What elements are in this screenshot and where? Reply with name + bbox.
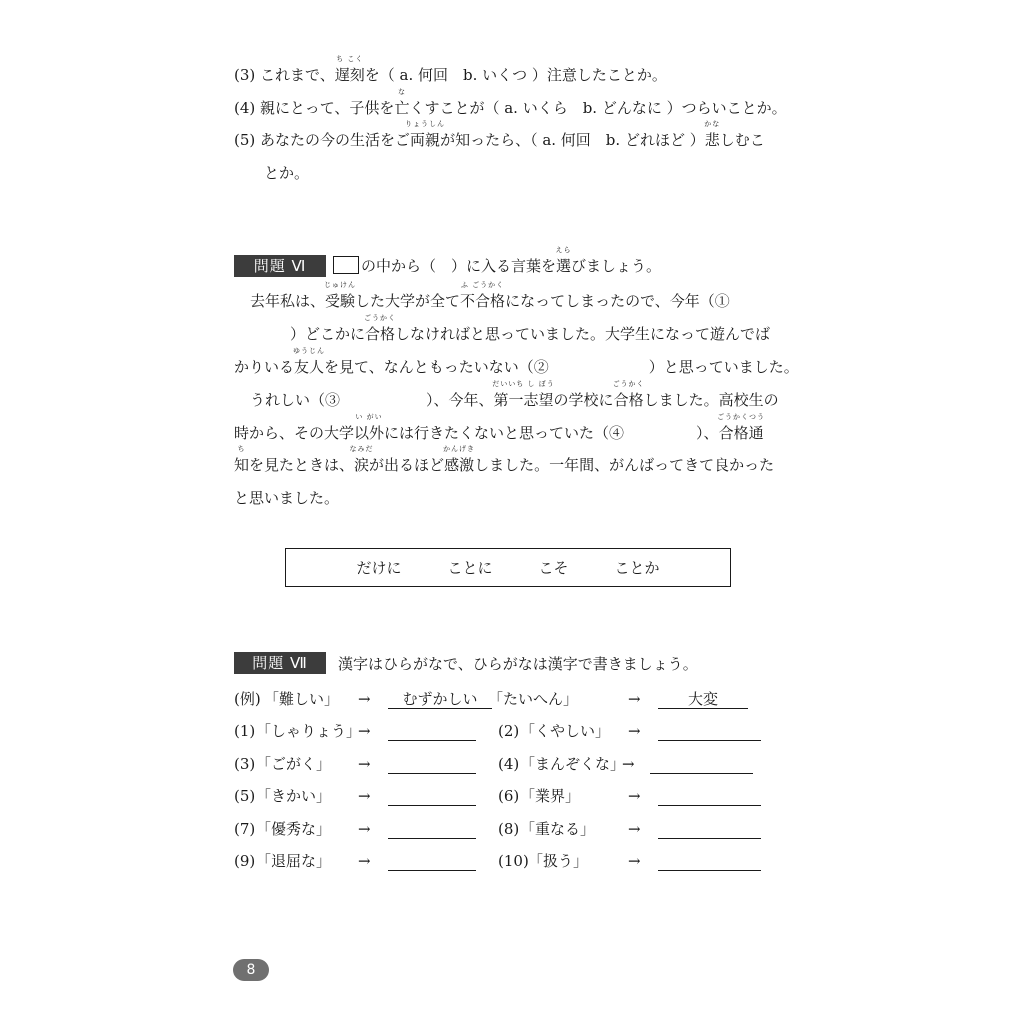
q6-label: [234, 255, 326, 277]
item-number: (7): [234, 820, 256, 838]
ruby-word: [354, 413, 385, 444]
item-number: (8): [498, 820, 520, 838]
ruby-word: [612, 380, 645, 411]
q4-item-5-continued: [264, 162, 309, 184]
ruby-reading: ごうかくつう: [717, 413, 766, 421]
ruby-reading: だいいち し ぼう: [492, 380, 555, 388]
arrow-icon: →: [628, 787, 641, 805]
answer-line[interactable]: [388, 870, 476, 871]
q4-item-3: [234, 55, 667, 86]
item-number: (5): [234, 787, 256, 805]
passage-line-6: [234, 445, 775, 476]
passage-line-4: [250, 380, 779, 411]
ruby-word: [234, 445, 250, 476]
item-number: (3): [234, 66, 256, 84]
ruby-reading: い がい: [355, 413, 383, 421]
q7-label: [234, 652, 326, 674]
q6-instruction: [333, 246, 662, 277]
ruby-reading: じゅけん: [324, 281, 357, 289]
prompt-word: 「きかい」: [256, 787, 332, 805]
item-text: 親にとって、子供を: [260, 99, 395, 117]
passage-text: しました。高校生の: [643, 391, 779, 409]
prompt-word: 「重なる」: [520, 820, 596, 838]
q4-item-5: [234, 120, 765, 151]
prompt-word: 「難しい」: [264, 690, 340, 708]
item-number: (10): [498, 852, 529, 870]
exercise-row: [234, 785, 794, 807]
ruby-base: 第一志望: [493, 391, 554, 409]
ruby-base: 涙: [354, 456, 370, 474]
choice-word[interactable]: こそ: [538, 559, 569, 577]
ruby-word: [717, 413, 766, 444]
exercise-row: [234, 850, 794, 872]
arrow-icon: →: [358, 722, 371, 740]
ruby-reading: りょうしん: [405, 120, 446, 128]
arrow-icon: →: [358, 755, 371, 773]
passage-text: を見たときは、: [249, 456, 355, 474]
exercise-row: [234, 818, 794, 840]
ruby-reading: かんげき: [443, 445, 476, 453]
ruby-reading: な: [397, 88, 406, 96]
prompt-word: 「しゃりょう」: [256, 722, 362, 740]
answer-line[interactable]: [658, 838, 761, 839]
passage-text: ）、今年、: [426, 391, 494, 409]
item-number: (9): [234, 852, 256, 870]
answer-line: [388, 708, 492, 709]
ruby-word: [460, 281, 506, 312]
ruby-base: 合格通: [718, 424, 764, 442]
example-answer: むずかしい: [402, 690, 478, 708]
ruby-reading: なみだ: [349, 445, 374, 453]
prompt-word: 「業界」: [520, 787, 581, 805]
page-number: 8: [233, 959, 269, 981]
passage-text: が出るほど: [369, 456, 445, 474]
example-row: [234, 688, 794, 710]
passage-text: と思いました。: [234, 489, 340, 507]
passage-text: かりいる: [234, 358, 295, 376]
passage-line-5: [234, 413, 766, 444]
passage-line-1: [250, 281, 730, 312]
ruby-base: 友人: [294, 358, 325, 376]
item-number: (4): [234, 99, 256, 117]
passage-text: しなければと思っていました。大学生になって遊んでば: [395, 325, 771, 343]
passage-line-7: [234, 487, 339, 509]
choice-word[interactable]: ことに: [447, 559, 493, 577]
arrow-icon: →: [622, 755, 635, 773]
ruby-reading: ごうかく: [612, 380, 645, 388]
ruby-base: 選: [556, 257, 572, 275]
ruby-base: 以外: [354, 424, 385, 442]
ruby-base: 悲: [704, 131, 720, 149]
instruction-text: びましょう。: [571, 257, 662, 275]
answer-line[interactable]: [388, 773, 476, 774]
ruby-word: [334, 55, 365, 86]
instruction-text: の中から（ ）に入る言葉を: [361, 257, 557, 275]
ruby-base: 知: [234, 456, 250, 474]
example-answer: 大変: [687, 690, 718, 708]
passage-text: には行きたくないと思っていた（④: [384, 424, 625, 442]
ruby-word: [443, 445, 476, 476]
ruby-word: [492, 380, 555, 411]
ruby-reading: ゆうじん: [293, 347, 326, 355]
item-number: (例): [234, 690, 261, 708]
item-number: (5): [234, 131, 256, 149]
arrow-icon: →: [628, 820, 641, 838]
item-number: (4): [498, 755, 520, 773]
passage-text: 時から、その大学: [234, 424, 355, 442]
passage-text: 去年私は、: [250, 292, 326, 310]
answer-line[interactable]: [658, 805, 761, 806]
passage-text: ）どこかに: [290, 325, 366, 343]
ruby-word: [349, 445, 374, 476]
item-number: (3): [234, 755, 256, 773]
ruby-word: [704, 120, 721, 151]
answer-line[interactable]: [388, 838, 476, 839]
prompt-word: 「優秀な」: [256, 820, 332, 838]
arrow-icon: →: [628, 852, 641, 870]
box-symbol: [333, 256, 359, 274]
ruby-reading: かな: [704, 120, 721, 128]
choice-word[interactable]: ことか: [614, 559, 660, 577]
instruction-text: 漢字はひらがなで、ひらがなは漢字で書きましょう。: [338, 655, 698, 673]
ruby-base: 合格: [613, 391, 644, 409]
passage-text: になってしまったので、今年（①: [505, 292, 730, 310]
ruby-base: 合格: [365, 325, 396, 343]
prompt-word: 「扱う」: [528, 852, 589, 870]
answer-line: [658, 708, 748, 709]
passage-text: の学校に: [553, 391, 614, 409]
item-number: (2): [498, 722, 520, 740]
item-text: くすことが（ a. いくら b. どんなに ）つらいことか。: [409, 99, 787, 117]
item-text: を（ a. 何回 b. いくつ ）注意したことか。: [364, 66, 667, 84]
ruby-reading: ち: [237, 445, 246, 453]
prompt-word: 「くやしい」: [520, 722, 611, 740]
prompt-word: 「まんぞくな」: [520, 755, 626, 773]
choice-word[interactable]: だけに: [356, 559, 402, 577]
ruby-word: [405, 120, 446, 151]
passage-text: うれしい（③: [250, 391, 341, 409]
answer-line[interactable]: [658, 870, 761, 871]
arrow-icon: →: [358, 852, 371, 870]
item-number: (1): [234, 722, 256, 740]
ruby-reading: ち こく: [336, 55, 364, 63]
arrow-icon: →: [358, 820, 371, 838]
item-text: が知ったら、（ a. 何回 b. どれほど ）: [440, 131, 705, 149]
answer-line[interactable]: [388, 740, 476, 741]
ruby-base: 感激: [444, 456, 475, 474]
ruby-word: [293, 347, 326, 378]
item-number: (6): [498, 787, 520, 805]
arrow-icon: →: [358, 690, 371, 708]
ruby-reading: ふ ごうかく: [460, 281, 505, 289]
choice-box: [285, 548, 731, 587]
passage-text: しました。一年間、がんばってきて良かった: [474, 456, 775, 474]
q7-instruction: [338, 653, 698, 675]
ruby-word: [555, 246, 572, 277]
passage-text: ）と思っていました。: [648, 358, 799, 376]
ruby-word: [324, 281, 357, 312]
passage-text: を見て、なんともったいない（②: [324, 358, 549, 376]
ruby-base: 亡: [394, 99, 410, 117]
passage-text: ）、: [696, 424, 719, 442]
answer-line[interactable]: [658, 740, 761, 741]
item-text: しむこ: [719, 131, 765, 149]
passage-text: した大学が全て: [355, 292, 461, 310]
prompt-word: 「たいへん」: [488, 690, 579, 708]
ruby-base: 遅刻: [334, 66, 365, 84]
item-text: これまで、: [260, 66, 335, 84]
arrow-icon: →: [628, 690, 641, 708]
prompt-word: 「ごがく」: [256, 755, 332, 773]
ruby-word: [394, 88, 410, 119]
item-text: とか。: [264, 164, 310, 182]
prompt-word: 「退屈な」: [256, 852, 332, 870]
ruby-reading: えら: [555, 246, 572, 254]
ruby-base: 両親: [410, 131, 441, 149]
ruby-base: 不合格: [460, 292, 506, 310]
passage-line-2: [290, 314, 771, 345]
ruby-reading: ごうかく: [364, 314, 397, 322]
answer-line[interactable]: [388, 805, 476, 806]
exercise-row: [234, 753, 794, 775]
answer-line[interactable]: [650, 773, 753, 774]
ruby-base: 受験: [325, 292, 356, 310]
ruby-word: [364, 314, 397, 345]
q4-item-4: [234, 88, 787, 119]
label-text: 問題 Ⅵ: [253, 257, 307, 275]
passage-line-3: [234, 347, 799, 378]
label-text: 問題 Ⅶ: [252, 654, 308, 672]
arrow-icon: →: [628, 722, 641, 740]
item-text: あなたの今の生活をご: [260, 131, 411, 149]
exercise-row: [234, 720, 794, 742]
arrow-icon: →: [358, 787, 371, 805]
